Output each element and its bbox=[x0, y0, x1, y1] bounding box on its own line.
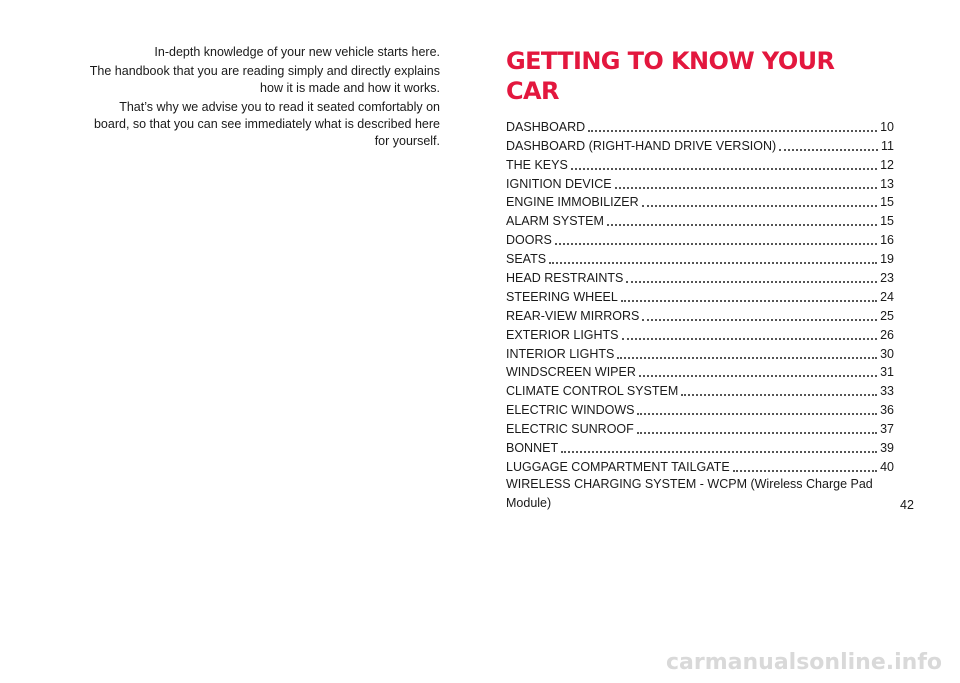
toc-entry-page: 33 bbox=[880, 384, 894, 399]
dot-leader bbox=[622, 338, 878, 340]
dot-leader bbox=[615, 187, 878, 189]
dot-leader bbox=[549, 262, 877, 264]
intro-paragraph: In-depth knowledge of your new vehicle starts here. bbox=[154, 45, 440, 59]
toc-entry-label: LUGGAGE COMPARTMENT TAILGATE bbox=[506, 459, 730, 474]
dot-leader bbox=[588, 130, 877, 132]
toc-entry-page: 30 bbox=[880, 346, 894, 361]
dot-leader bbox=[626, 281, 877, 283]
toc-entry[interactable] bbox=[506, 286, 894, 305]
toc-entry[interactable] bbox=[506, 475, 914, 513]
toc-entry-label: EXTERIOR LIGHTS bbox=[506, 327, 619, 342]
toc-entry[interactable] bbox=[506, 267, 894, 286]
intro-text bbox=[88, 44, 440, 152]
toc-entry[interactable] bbox=[506, 418, 894, 437]
toc-entry-label: SEATS bbox=[506, 252, 547, 267]
dot-leader bbox=[642, 319, 877, 321]
watermark-text: carmanualsonline.info bbox=[666, 650, 942, 675]
toc-entry[interactable] bbox=[506, 324, 894, 343]
toc-entry-label: IGNITION DEVICE bbox=[506, 176, 612, 191]
toc-entry-label: WIRELESS CHARGING SYSTEM - WCPM (Wireless Charge Pad bbox=[506, 476, 873, 491]
dot-leader bbox=[621, 300, 877, 302]
toc-entry-page: 42 bbox=[900, 497, 914, 512]
toc-entry-label: ELECTRIC SUNROOF bbox=[506, 422, 634, 437]
toc-entry-page: 25 bbox=[880, 308, 894, 323]
dot-leader bbox=[637, 413, 877, 415]
toc-entry-label: WINDSCREEN WIPER bbox=[506, 365, 636, 380]
dot-leader bbox=[607, 224, 877, 226]
toc-entry[interactable] bbox=[506, 399, 894, 418]
toc-entry-page: 15 bbox=[880, 195, 894, 210]
toc-entry-page: 19 bbox=[880, 252, 894, 267]
toc-entry-page: 36 bbox=[880, 403, 894, 418]
toc-entry[interactable] bbox=[506, 229, 894, 248]
toc-entry-page: 15 bbox=[880, 214, 894, 229]
toc-entry-page: 31 bbox=[880, 365, 894, 380]
dot-leader bbox=[555, 243, 877, 245]
toc-entry[interactable] bbox=[506, 380, 894, 399]
toc-entry-label: HEAD RESTRAINTS bbox=[506, 271, 624, 286]
toc-list bbox=[506, 116, 914, 513]
toc-entry-page: 24 bbox=[880, 289, 894, 304]
toc-entry[interactable] bbox=[506, 173, 894, 192]
toc-entry-page: 16 bbox=[880, 233, 894, 248]
toc-entry[interactable] bbox=[506, 343, 894, 362]
toc-entry-label: STEERING WHEEL bbox=[506, 289, 618, 304]
toc-entry-label: DOORS bbox=[506, 233, 552, 248]
toc-entry-label: CLIMATE CONTROL SYSTEM bbox=[506, 384, 679, 399]
toc-entry-page: 23 bbox=[880, 271, 894, 286]
dot-leader bbox=[642, 205, 877, 207]
toc-entry-label: ENGINE IMMOBILIZER bbox=[506, 195, 639, 210]
toc-entry-label-continued: Module) bbox=[506, 495, 552, 510]
dot-leader bbox=[617, 357, 877, 359]
section-title: GETTING TO KNOW YOUR CAR bbox=[506, 47, 835, 105]
toc-entry[interactable] bbox=[506, 210, 894, 229]
dot-leader bbox=[639, 375, 877, 377]
toc-entry[interactable] bbox=[506, 192, 894, 211]
toc-entry-page: 13 bbox=[880, 176, 894, 191]
toc-entry-page: 12 bbox=[880, 157, 894, 172]
toc-entry-page: 37 bbox=[880, 422, 894, 437]
toc-entry-page: 26 bbox=[880, 327, 894, 342]
toc-entry-label: REAR-VIEW MIRRORS bbox=[506, 308, 640, 323]
toc-entry-label: ALARM SYSTEM bbox=[506, 214, 604, 229]
toc-entry-label: THE KEYS bbox=[506, 157, 568, 172]
intro-paragraph: The handbook that you are reading simply and directly explains how it is made and how it works. bbox=[89, 64, 440, 95]
dot-leader bbox=[779, 149, 878, 151]
toc-entry-page: 11 bbox=[881, 138, 894, 153]
toc-entry-label: ELECTRIC WINDOWS bbox=[506, 403, 635, 418]
toc-entry-label: DASHBOARD (RIGHT-HAND DRIVE VERSION) bbox=[506, 138, 777, 153]
toc-entry[interactable] bbox=[506, 116, 894, 135]
toc-entry[interactable] bbox=[506, 154, 894, 173]
toc-entry[interactable] bbox=[506, 135, 894, 154]
intro-paragraph: That’s why we advise you to read it seated comfortably on board, so that you can see immediately what is described here for yourself. bbox=[93, 100, 440, 148]
dot-leader bbox=[571, 168, 877, 170]
toc-entry[interactable] bbox=[506, 305, 894, 324]
dot-leader bbox=[637, 432, 877, 434]
toc-entry-label: BONNET bbox=[506, 441, 559, 456]
table-of-contents bbox=[506, 46, 914, 513]
toc-entry-label: INTERIOR LIGHTS bbox=[506, 346, 615, 361]
toc-entry-page: 39 bbox=[880, 441, 894, 456]
toc-entry[interactable] bbox=[506, 362, 894, 381]
toc-entry-page: 40 bbox=[880, 459, 894, 474]
toc-entry-page: 10 bbox=[880, 119, 894, 134]
dot-leader bbox=[681, 394, 877, 396]
toc-entry-label: DASHBOARD bbox=[506, 119, 586, 134]
dot-leader bbox=[561, 451, 877, 453]
toc-entry[interactable] bbox=[506, 248, 894, 267]
toc-entry[interactable] bbox=[506, 437, 894, 456]
toc-entry[interactable] bbox=[506, 456, 894, 475]
dot-leader bbox=[733, 470, 877, 472]
